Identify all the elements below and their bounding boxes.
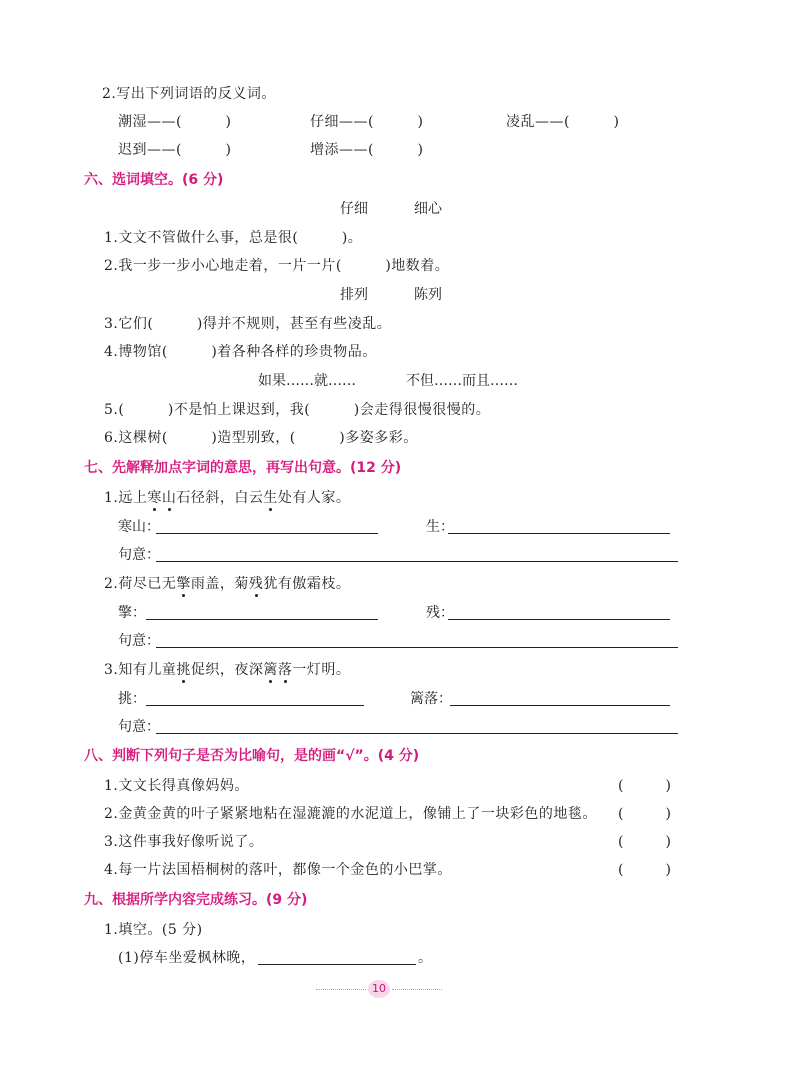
poem-line-3: 3.知有儿童挑促织，夜深篱落一灯明。: [104, 662, 351, 678]
word-choice: 排列: [340, 287, 368, 303]
answer-label: 寒山：: [118, 519, 160, 535]
word-choice: 陈列: [414, 287, 442, 303]
answer-label: 生：: [426, 519, 454, 535]
fill-question: 1.文文不管做什么事，总是很( )。: [104, 230, 363, 246]
antonym-item: 凌乱——( ): [506, 114, 620, 130]
antonym-title: 2.写出下列词语的反义词。: [102, 86, 276, 102]
answer-line[interactable]: [448, 533, 670, 534]
fill-question: 2.我一步一步小心地走着，一片一片( )地数着。: [104, 258, 450, 274]
answer-label: 擎：: [118, 605, 146, 621]
page-number-decoration: [392, 989, 442, 990]
fill-question: 5.( )不是怕上课迟到，我( )会走得很慢很慢的。: [104, 402, 491, 418]
answer-line[interactable]: [156, 733, 678, 734]
judge-item: 2.金黄金黄的叶子紧紧地粘在湿漉漉的水泥道上，像铺上了一块彩色的地毯。: [104, 806, 597, 822]
poem-line-1: 1.远上寒山石径斜，白云生处有人家。: [104, 490, 351, 506]
section-8-heading: 八、判断下列句子是否为比喻句，是的画“√”。(4 分): [84, 748, 420, 764]
answer-line[interactable]: [258, 964, 416, 965]
antonym-item: 迟到——( ): [118, 142, 232, 158]
section-6-heading: 六、选词填空。(6 分): [84, 172, 224, 188]
antonym-item: 潮湿——( ): [118, 114, 232, 130]
answer-line[interactable]: [450, 705, 670, 706]
judge-blank[interactable]: ( ): [618, 862, 671, 878]
antonym-item: 仔细——( ): [310, 114, 424, 130]
answer-label: 篱落：: [410, 691, 452, 707]
answer-line[interactable]: [156, 647, 678, 648]
fill-question: 4.博物馆( )着各种各样的珍贵物品。: [104, 344, 377, 360]
section-7-heading: 七、先解释加点字词的意思，再写出句意。(12 分): [84, 460, 402, 476]
poem-fill-post: 。: [418, 950, 433, 966]
judge-item: 1.文文长得真像妈妈。: [104, 778, 249, 794]
judge-item: 3.这件事我好像听说了。: [104, 834, 264, 850]
judge-blank[interactable]: ( ): [618, 806, 671, 822]
answer-label: 残：: [426, 605, 454, 621]
page-number-decoration: [316, 989, 366, 990]
page-number: 10: [368, 980, 390, 998]
section-9-heading: 九、根据所学内容完成练习。(9 分): [84, 892, 308, 908]
fill-question: 3.它们( )得并不规则，甚至有些凌乱。: [104, 316, 392, 332]
judge-blank[interactable]: ( ): [618, 834, 671, 850]
answer-line[interactable]: [146, 705, 364, 706]
word-choice: 如果……就……: [258, 373, 356, 389]
judge-item: 4.每一片法国梧桐树的落叶，都像一个金色的小巴掌。: [104, 862, 452, 878]
answer-line[interactable]: [448, 619, 670, 620]
answer-label: 句意：: [118, 719, 160, 735]
answer-line[interactable]: [156, 561, 678, 562]
judge-blank[interactable]: ( ): [618, 778, 671, 794]
word-choice: 仔细: [340, 201, 368, 217]
answer-label: 挑：: [118, 691, 146, 707]
word-choice: 细心: [414, 201, 442, 217]
answer-line[interactable]: [146, 619, 378, 620]
fill-title: 1.填空。(5 分): [104, 922, 203, 938]
answer-label: 句意：: [118, 547, 160, 563]
fill-question: 6.这棵树( )造型别致，( )多姿多彩。: [104, 430, 418, 446]
answer-label: 句意：: [118, 633, 160, 649]
word-choice: 不但……而且……: [406, 373, 518, 389]
poem-fill-pre: (1)停车坐爱枫林晚，: [118, 950, 256, 966]
answer-line[interactable]: [156, 533, 378, 534]
antonym-item: 增添——( ): [310, 142, 424, 158]
poem-line-2: 2.荷尽已无擎雨盖，菊残犹有傲霜枝。: [104, 576, 351, 592]
